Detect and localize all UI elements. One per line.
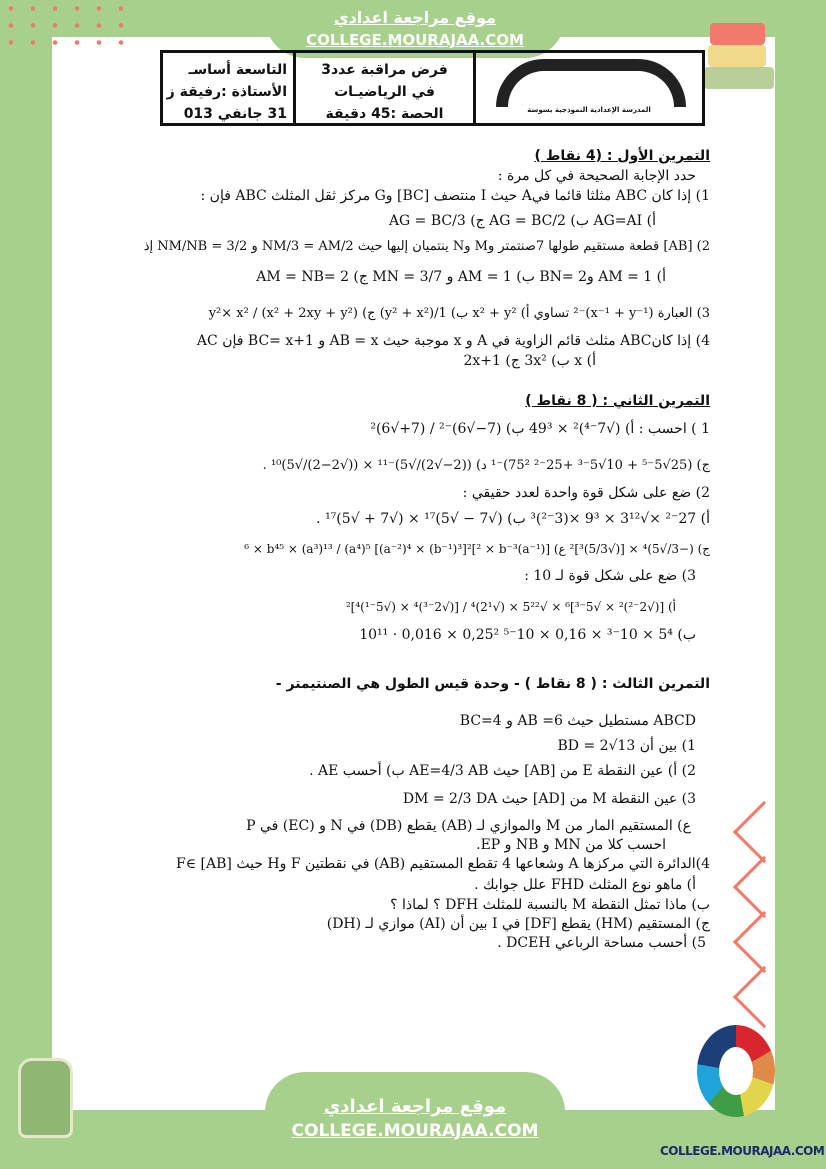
header-exam-title: فرض مراقبة عدد3: [321, 62, 448, 78]
banner-site-link[interactable]: COLLEGE.MOURAJAA.COM: [291, 1121, 539, 1141]
school-logo-caption: المدرسة الإعدادية النموذجية بسوسة: [527, 106, 651, 114]
ex3-q4-b: ب) ماذا تمثل النقطة M بالنسبة للمثلث DFH ؟ لماذا ؟: [390, 897, 710, 913]
subjects-logo-icon: [697, 1025, 775, 1117]
ex3-q4-a: أ) ماهو نوع المثلث FHD علل جوابك .: [474, 877, 696, 893]
ex1-q4: 4) إذا كانABC مثلث قائم الزاوية في A و x موجبة حيث AB = x و BC= x+1 فإن AC: [196, 333, 710, 349]
ex3-q4: 4)الدائرة التي مركزها A وشعاعها 4 تقطع المستقيم (AB) في نقطتين F وH حيث F∈ [AB]: [176, 856, 710, 872]
ex1-q1: 1) إذا كان ABC مثلثا قائما فيA حيث I منتصف [BC] وG مركز ثقل المثلث ABC فإن :: [200, 188, 710, 204]
footer-logo-text[interactable]: COLLEGE.MOURAJAA.COM: [660, 1144, 825, 1158]
ex1-instruction: حدد الإجابة الصحيحة في كل مرة :: [497, 168, 696, 184]
backpack-icon: [18, 1058, 73, 1138]
banner-arabic: موقع مراجعة اعدادي: [333, 8, 497, 27]
ex2-title: التمرين الثاني : ( 8 نقاط ): [525, 393, 710, 409]
header-teacher: الأستاذة :رفيقة ز: [166, 84, 287, 100]
ex2-q3-b: ب) 5⁴ × 10⁻³ × 0,16 × 10⁻⁵ 0,25² × 0,016 · 10¹¹: [359, 627, 696, 643]
ex3-q4-c: ج) المستقيم (HM) يقطع [DF] في I بين أن (AI) موازي لـ (DH): [326, 916, 710, 932]
ex2-q1: 1 ) احسب : أ) (√7⁻⁴)² × 49³ ب) (7−√6)⁻² / (7+√6)²: [370, 421, 710, 437]
ex1-q2: 2) [AB] قطعة مستقيم طولها 7صنتمتر وM وN ينتميان إليها حيث NM/3 = AM/2 و NM/NB = 3/2 إذ: [143, 239, 710, 254]
ex3-q5: 5) أحسب مساحة الرباعي DCEH .: [497, 935, 706, 951]
ex2-q3-a: أ) [(√2⁻²)² × √5⁻³]⁶ × √5²² × (√2¹)⁴ / [(√2⁻³)⁴ × (√5⁻¹)⁴]²: [345, 600, 676, 614]
ex1-q3: 3) العبارة (x⁻¹ + y⁻¹)⁻² تساوي أ) x² + y² ب) 1/(y² + x²) ج) y²× x² / (x² + 2xy + y²): [208, 306, 710, 321]
header-date: 31 جانفي 013: [183, 106, 287, 122]
ex1-q2-options: أ) AM = 1 وBN= 2 ب) AM = 1 و MN = 3/7 ج) AM = NB= 2: [256, 269, 666, 285]
school-logo: [476, 53, 702, 123]
ex3-q3-b: احسب كلا من MN و NB و EP.: [476, 837, 666, 853]
banner-site-link[interactable]: COLLEGE.MOURAJAA.COM: [306, 31, 524, 49]
exam-header: [160, 50, 705, 126]
ex2-q2-cd: ج) (−3/√5)⁴ × [(√5/3)³]² ع) [(a⁻¹)² × b⁻³]⁶ × b⁴⁵ × (a³)¹³ / (a⁴)⁵ [(a⁻²)⁴ × (b⁻¹)³]²: [244, 542, 710, 556]
header-level: التاسعة أساسـ: [188, 62, 287, 78]
ex2-q2: 2) ضع على شكل قوة واحدة لعدد حقيقي :: [462, 485, 710, 501]
ex3-q3: 3) عين النقطة M من [AD] حيث DM = 2/3 DA: [402, 791, 696, 807]
banner-arabic: موقع مراجعة اعدادي: [323, 1096, 507, 1117]
ex1-title: التمرين الأول : (4 نقاط ): [534, 148, 710, 164]
ex2-q3: 3) ضع على شكل قوة لـ 10 :: [524, 568, 696, 584]
ex3-q1: 1) بين أن BD = 2√13: [557, 738, 696, 754]
ex1-q4-options: أ) x ب) 3x² ج) 2x+1: [463, 353, 596, 369]
ex3-title: التمرين الثالث : ( 8 نقاط ) - وحدة قيس الطول هي الصنتيمتر -: [275, 676, 710, 692]
header-class-info: [163, 53, 296, 123]
decorative-dots: [0, 0, 130, 55]
header-duration: الحصة :45 دقيقة: [325, 106, 444, 122]
ex3-q3-a: ع) المستقيم المار من M والموازي لـ (AB) يقطع (DB) في N و (EC) في P: [246, 818, 691, 834]
header-subject: في الرياضيـات: [334, 84, 435, 100]
ex2-q1-cd: ج) (25√5⁻⁵ + 10√5⁻³ +25⁻² 75²)⁻¹ د) ((2−√2)/√5)⁻¹¹ × ((√2−2)/√5)¹⁰ .: [262, 458, 710, 473]
header-exam-info: [296, 53, 476, 123]
books-icon: [700, 15, 780, 95]
ex3-intro: ABCD مستطيل حيث AB =6 و BC=4: [459, 713, 696, 729]
ex1-q1-options: أ) AG=AI ب) AG = BC/2 ج) AG = BC/3: [388, 213, 656, 229]
ex2-q2-ab: أ) 27⁻² ×√3¹² × 9³ ×(3⁻²)³ ب) (√7 − √5)¹⁷ × (√7 + √5)¹⁷ .: [316, 511, 710, 527]
ex3-q2: 2) أ) عين النقطة E من [AB] حيث AE=4/3 AB ب) أحسب AE .: [309, 763, 696, 779]
site-banner-bottom[interactable]: [265, 1072, 565, 1169]
